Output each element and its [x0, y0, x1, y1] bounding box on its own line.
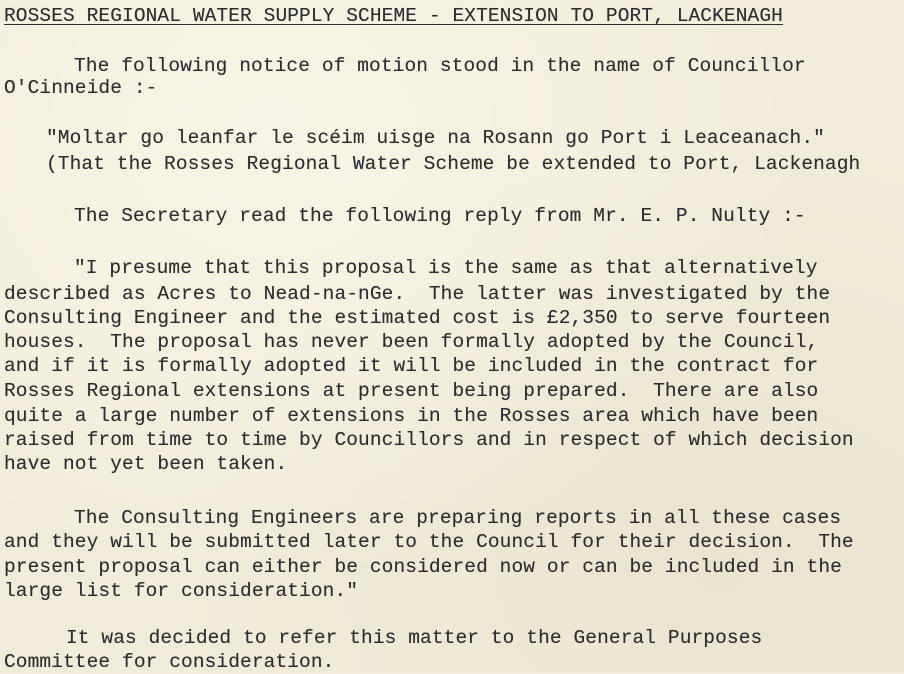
document-heading: ROSSES REGIONAL WATER SUPPLY SCHEME - EXTENSION TO PORT, LACKENAGH: [4, 5, 783, 27]
text-line: Committee for consideration.: [4, 651, 335, 673]
text-line: "I presume that this proposal is the same as that alternatively: [74, 257, 818, 279]
text-line: described as Acres to Nead-na-nGe. The latter was investigated by the: [4, 283, 831, 305]
text-line: large list for consideration.": [4, 580, 359, 602]
text-line: It was decided to refer this matter to the General Purposes: [66, 627, 763, 649]
text-line: raised from time to time by Councillors and in respect of which decision: [4, 429, 854, 451]
text-line: and they will be submitted later to the Council for their decision. The: [4, 531, 854, 553]
text-line: The Consulting Engineers are preparing reports in all these cases: [74, 507, 842, 529]
text-line: houses. The proposal has never been formally adopted by the Council,: [4, 331, 819, 353]
text-line: (That the Rosses Regional Water Scheme be extended to Port, Lackenagh: [46, 153, 861, 175]
text-line: The following notice of motion stood in the name of Councillor: [74, 55, 806, 77]
text-line: present proposal can either be considered now or can be included in the: [4, 556, 842, 578]
text-line: "Moltar go leanfar le scéim uisge na Rosann go Port i Leaceanach.": [46, 127, 825, 149]
text-line: The Secretary read the following reply from Mr. E. P. Nulty :-: [74, 205, 806, 227]
text-line: Rosses Regional extensions at present being prepared. There are also: [4, 380, 819, 402]
text-line: and if it is formally adopted it will be included in the contract for: [4, 355, 819, 377]
text-line: Consulting Engineer and the estimated cost is £2,350 to serve fourteen: [4, 307, 831, 329]
text-line: have not yet been taken.: [4, 453, 288, 475]
text-line: O'Cinneide :-: [4, 77, 158, 99]
text-line: quite a large number of extensions in the Rosses area which have been: [4, 405, 819, 427]
